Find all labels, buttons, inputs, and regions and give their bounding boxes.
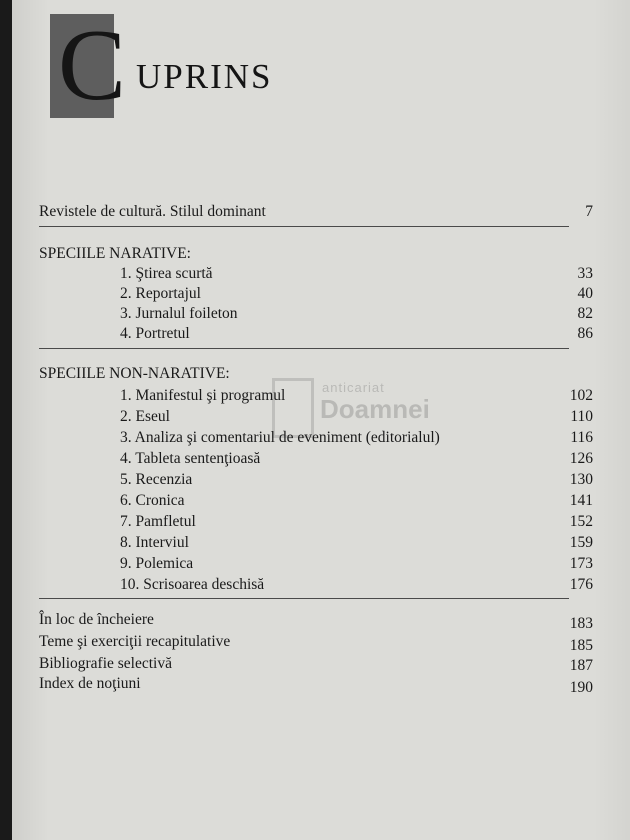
section-heading-non-narative: SPECIILE NON-NARATIVE: bbox=[39, 365, 230, 382]
toc-entry-title: 5. Recenzia bbox=[120, 471, 193, 488]
toc-entry-page: 190 bbox=[569, 679, 593, 696]
toc-entry-title: 1. Ştirea scurtă bbox=[120, 265, 213, 282]
toc-entry-title: 9. Polemica bbox=[120, 555, 194, 572]
title-initial: C bbox=[58, 9, 127, 122]
toc-entry-page: 176 bbox=[569, 576, 593, 593]
toc-entry-title: 7. Pamfletul bbox=[120, 513, 196, 530]
toc-entry-page: 82 bbox=[577, 305, 593, 322]
toc-entry-title: 10. Scrisoarea deschisă bbox=[120, 576, 265, 593]
toc-entry-page: 126 bbox=[569, 450, 593, 467]
toc-rule bbox=[39, 598, 569, 599]
toc-entry-title: 2. Eseul bbox=[120, 408, 170, 425]
toc-entry-title: 4. Tableta sentenţioasă bbox=[120, 450, 261, 467]
toc-entry-page: 187 bbox=[569, 657, 593, 674]
section-heading-narative: SPECIILE NARATIVE: bbox=[39, 245, 191, 262]
toc-entry-page: 152 bbox=[569, 513, 593, 530]
stamp-small-text: anticariat bbox=[322, 380, 385, 395]
toc-entry-title: 3. Analiza şi comentariul de eveniment (editorialul) bbox=[120, 429, 440, 446]
toc-entry-page: 173 bbox=[569, 555, 593, 572]
toc-entry-page: 40 bbox=[577, 285, 593, 302]
toc-entry-page: 102 bbox=[569, 387, 593, 404]
toc-entry-page: 33 bbox=[577, 265, 593, 282]
toc-entry-page: 116 bbox=[570, 429, 593, 446]
toc-entry-title: În loc de încheiere bbox=[39, 611, 154, 628]
toc-entry-page: 141 bbox=[569, 492, 593, 509]
toc-entry-page: 7 bbox=[585, 203, 593, 220]
toc-rule bbox=[39, 348, 569, 349]
toc-entry-title: Revistele de cultură. Stilul dominant bbox=[39, 203, 266, 220]
toc-entry-page: 130 bbox=[569, 471, 593, 488]
toc-entry-title: 8. Interviul bbox=[120, 534, 189, 551]
stamp-big-text: Doamnei bbox=[320, 394, 430, 424]
title-rest: UPRINS bbox=[136, 57, 273, 96]
toc-entry-title: 2. Reportajul bbox=[120, 285, 201, 302]
toc-entry-title: 3. Jurnalul foileton bbox=[120, 305, 238, 322]
toc-entry-title: Teme şi exerciţii recapitulative bbox=[39, 633, 231, 650]
toc-entry-page: 110 bbox=[570, 408, 593, 425]
toc-entry-page: 185 bbox=[569, 637, 593, 654]
book-spine bbox=[0, 0, 12, 840]
toc-entry-page: 183 bbox=[569, 615, 593, 632]
toc-rule bbox=[39, 226, 569, 227]
table-of-contents bbox=[12, 0, 630, 840]
toc-entry-title: 6. Cronica bbox=[120, 492, 185, 509]
toc-entry-title: 4. Portretul bbox=[120, 325, 190, 342]
toc-entry-title: 1. Manifestul şi programul bbox=[120, 387, 286, 404]
toc-entry-page: 159 bbox=[569, 534, 593, 551]
book-page bbox=[12, 0, 630, 840]
toc-entry-page: 86 bbox=[577, 325, 593, 342]
toc-entry-title: Bibliografie selectivă bbox=[39, 655, 172, 672]
toc-entry-title: Index de noţiuni bbox=[39, 675, 141, 692]
